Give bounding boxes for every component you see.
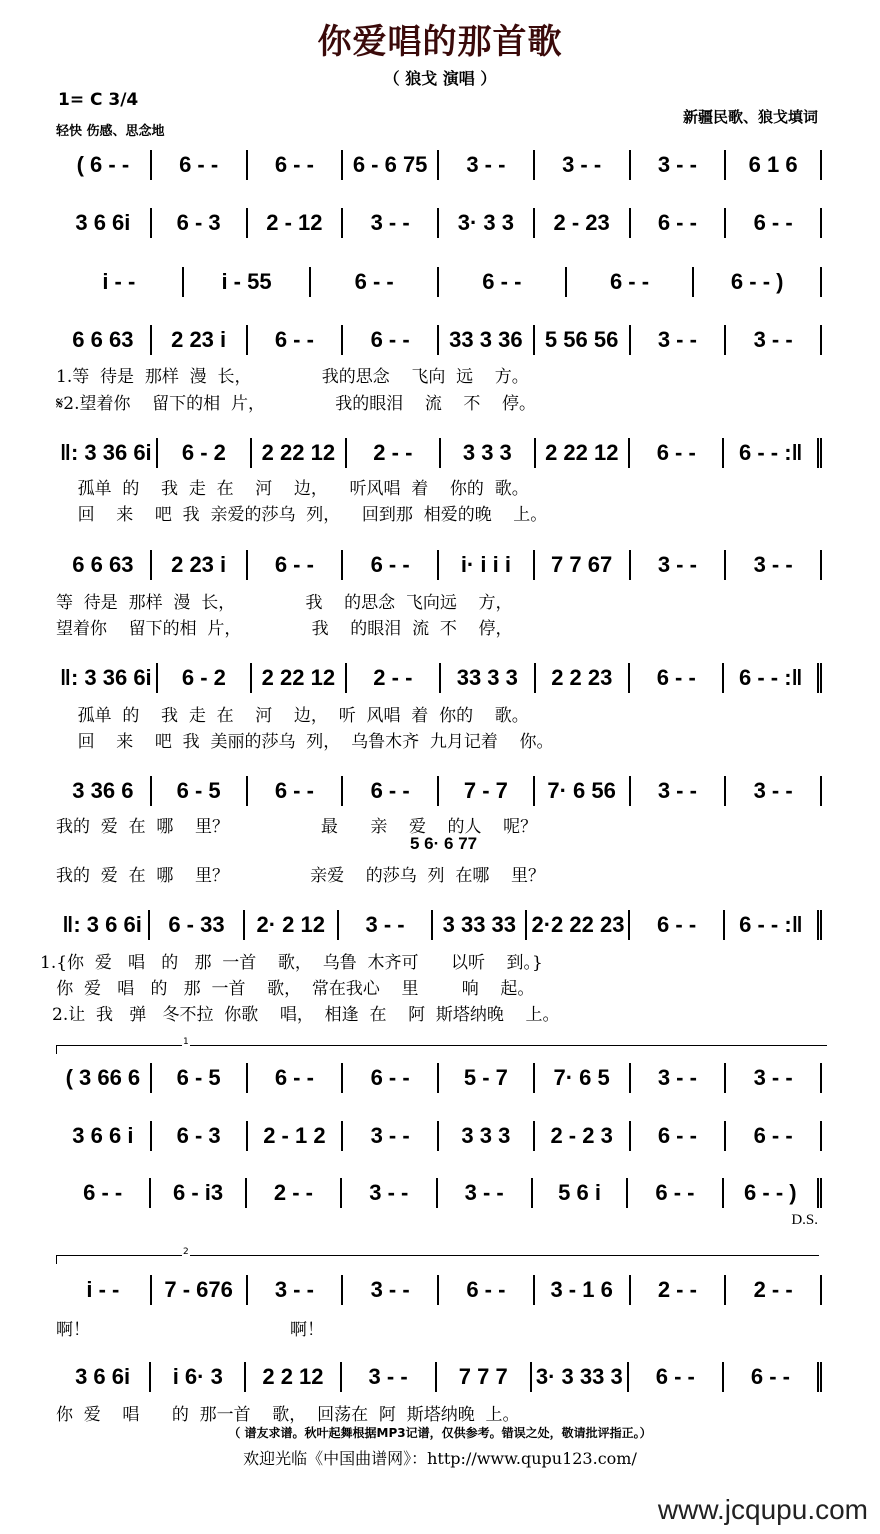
measure: 3 - - xyxy=(339,910,433,940)
volta-bracket-1 xyxy=(56,1037,827,1054)
measure: 3 - - xyxy=(631,150,727,180)
score-row xyxy=(56,267,822,297)
score-row xyxy=(56,663,822,693)
measure: 2 22 12 xyxy=(536,438,630,468)
measure: 3 33 33 xyxy=(433,910,527,940)
lyric-line: 我的 爱 在 哪 里？ 亲爱 的莎乌 列 在哪 里？ xyxy=(56,866,545,886)
measure: 7· 6 56 xyxy=(535,776,631,806)
measure: i - 55 xyxy=(184,267,312,297)
measure: 7· 6 5 xyxy=(535,1063,631,1093)
measure: 2 23 i xyxy=(152,325,248,355)
measure: 2 2 12 xyxy=(246,1362,341,1392)
measure: ‖: 3 36 6i xyxy=(56,663,158,693)
measure: 3 6 6 i xyxy=(56,1121,152,1151)
measure: 6 - - ) xyxy=(724,1178,822,1208)
score-row xyxy=(56,550,822,580)
measure: 2 - 12 xyxy=(248,208,344,238)
measure: 6 - - xyxy=(248,1063,344,1093)
measure: 3 - - xyxy=(726,776,822,806)
score-row xyxy=(56,1121,822,1151)
measure: 6 - - xyxy=(248,776,344,806)
measure: 6 - - xyxy=(152,150,248,180)
measure: 6 - 33 xyxy=(150,910,244,940)
measure: 6 - - :‖ xyxy=(724,663,821,693)
measure: 3 6 6i xyxy=(56,208,152,238)
transcription-note: （ 谱友求谱。秋叶起舞根据MP3记谱，仅供参考。错误之处，敬请批评指正。） xyxy=(228,1426,652,1440)
measure: 3 - - xyxy=(726,1063,822,1093)
volta-number: 2 xyxy=(183,1247,189,1257)
score-row xyxy=(56,1275,822,1305)
measure: 6 - - xyxy=(343,325,439,355)
measure: 6 - - xyxy=(343,1063,439,1093)
measure: 6 - i3 xyxy=(151,1178,246,1208)
measure: 6 - - xyxy=(343,550,439,580)
measure: 33 3 3 xyxy=(441,663,535,693)
measure: 6 - - xyxy=(629,1362,724,1392)
measure: 6 - - xyxy=(567,267,695,297)
measure: i· i i i xyxy=(439,550,535,580)
measure: 2 22 12 xyxy=(252,438,346,468)
measure: 3 - - xyxy=(535,150,631,180)
score-row xyxy=(56,325,822,355)
measure: 6 - - xyxy=(630,910,724,940)
lyric-line: 你 爱 唱 的 那一首 歌， 回荡在 阿 斯塔纳晚 上。 xyxy=(56,1405,520,1425)
measure: 6 - - xyxy=(631,208,727,238)
measure: 2·2 22 23 xyxy=(527,910,630,940)
measure: 6 - - :‖ xyxy=(724,438,821,468)
lyric-line: 你 爱 唱 的 那 一首 歌， 常在我心 里 响 起。 xyxy=(40,979,535,999)
watermark: www.jcqupu.com xyxy=(657,1494,868,1525)
measure: 3 - - xyxy=(631,325,727,355)
measure: i 6· 3 xyxy=(151,1362,246,1392)
measure: 3· 3 3 xyxy=(439,208,535,238)
lyric-line: 2.让 我 弹 冬不拉 你歌 唱， 相逢 在 阿 斯塔纳晚 上。 xyxy=(52,1005,560,1025)
lyric-line: 𝄋2.望着你 留下的相 片， 我的眼泪 流 不 停。 xyxy=(56,394,537,414)
measure: 3 - - xyxy=(631,1063,727,1093)
measure: 6 - 5 xyxy=(152,1063,248,1093)
measure: 6 6 63 xyxy=(56,325,152,355)
measure: 3 - 1 6 xyxy=(535,1275,631,1305)
measure: 6 - - :‖ xyxy=(725,910,822,940)
score-row xyxy=(56,910,822,940)
measure: 6 - - xyxy=(248,150,344,180)
measure: 5 56 56 xyxy=(535,325,631,355)
measure: 3 - - xyxy=(343,1275,439,1305)
measure: 2 - - xyxy=(726,1275,822,1305)
measure: 6 - - xyxy=(248,550,344,580)
measure: 2 - - xyxy=(247,1178,342,1208)
measure: i - - xyxy=(56,267,184,297)
measure: ( 6 - - xyxy=(56,150,152,180)
lyric-line: 啊！ 啊！ xyxy=(56,1320,324,1340)
lyric-line: 等 待是 那样 漫 长， 我 的思念 飞向远 方， xyxy=(56,593,513,613)
measure: 3 36 6 xyxy=(56,776,152,806)
measure: 3· 3 33 3 xyxy=(532,1362,629,1392)
measure: 2 23 i xyxy=(152,550,248,580)
lyric-line: 1.{你 爱 唱 的 那 一首 歌， 乌鲁 木齐可 以听 到。} xyxy=(40,953,543,973)
measure: 7 7 67 xyxy=(535,550,631,580)
measure: 2 - 1 2 xyxy=(248,1121,344,1151)
measure: 2 2 23 xyxy=(536,663,630,693)
measure: ( 3 66 6 xyxy=(56,1063,152,1093)
measure: 2 22 12 xyxy=(252,663,346,693)
measure: 7 - 676 xyxy=(152,1275,248,1305)
measure: 3 - - xyxy=(343,1121,439,1151)
measure: 6 - - xyxy=(630,438,724,468)
measure: 6 - - xyxy=(439,267,567,297)
measure: 6 - - xyxy=(343,776,439,806)
measure: 6 - 3 xyxy=(152,208,248,238)
measure: ‖: 3 36 6i xyxy=(56,438,158,468)
site-link[interactable]: 欢迎光临《中国曲谱网》：http://www.qupu123.com/ xyxy=(243,1449,637,1468)
measure: 3 - - xyxy=(726,325,822,355)
measure: 3 - - xyxy=(631,776,727,806)
measure: 3 3 3 xyxy=(441,438,535,468)
dal-segno-marking: D.S. xyxy=(791,1212,818,1228)
key-signature: 1= C 3/4 xyxy=(58,90,139,110)
lyric-line: 望着你 留下的相 片， 我 的眼泪 流 不 停， xyxy=(56,619,513,639)
measure: 6 - - xyxy=(726,208,822,238)
measure: 6 - - xyxy=(56,1178,151,1208)
measure: 6 - - xyxy=(311,267,439,297)
credit-label: 新疆民歌、狼戈填词 xyxy=(682,108,818,126)
measure: 3 - - xyxy=(342,1362,437,1392)
singer-label: （ 狼戈 演唱 ） xyxy=(383,69,497,88)
lyric-line: 1.等 待是 那样 漫 长， 我的思念 飞向 远 方。 xyxy=(56,367,529,387)
measure: 6 - 5 xyxy=(152,776,248,806)
lyric-line: 孤单 的 我 走 在 河 边， 听风唱 着 你的 歌。 xyxy=(56,479,529,499)
measure: 6 - 6 75 xyxy=(343,150,439,180)
measure: 5 6 i xyxy=(533,1178,628,1208)
score-row xyxy=(56,1362,822,1392)
measure: i - - xyxy=(56,1275,152,1305)
score-row xyxy=(56,1063,822,1093)
measure: 5 - 7 xyxy=(439,1063,535,1093)
measure: 3 - - xyxy=(631,550,727,580)
measure: 6 6 63 xyxy=(56,550,152,580)
measure: 2 - - xyxy=(631,1275,727,1305)
score-row xyxy=(56,208,822,238)
measure: 7 7 7 xyxy=(437,1362,532,1392)
measure: 2 - 2 3 xyxy=(535,1121,631,1151)
measure: 3 - - xyxy=(343,208,439,238)
measure: 6 - 3 xyxy=(152,1121,248,1151)
score-row xyxy=(56,1178,822,1208)
lyric-line: 我的 爱 在 哪 里？ 最 亲 爱 的人 呢？ xyxy=(56,817,538,837)
measure: 6 - 2 xyxy=(158,438,252,468)
lyric-line: 孤单 的 我 走 在 河 边， 听 风唱 着 你的 歌。 xyxy=(56,706,529,726)
measure: 6 - - xyxy=(631,1121,727,1151)
measure: 7 - 7 xyxy=(439,776,535,806)
lyric-line: 回 来 吧 我 亲爱的莎乌 列， 回到那 相爱的晚 上。 xyxy=(56,505,548,525)
measure: 2 - - xyxy=(347,663,441,693)
measure: 3 - - xyxy=(248,1275,344,1305)
measure: 3 - - xyxy=(342,1178,437,1208)
lyric-line: 回 来 吧 我 美丽的莎乌 列， 乌鲁木齐 九月记着 你。 xyxy=(56,732,554,752)
measure: 2 - 23 xyxy=(535,208,631,238)
score-row xyxy=(56,438,822,468)
tempo-marking: 轻快 伤感、思念地 xyxy=(56,124,165,139)
measure: 2 - - xyxy=(347,438,441,468)
song-title: 你爱唱的那首歌 xyxy=(317,22,563,62)
measure: 3 - - xyxy=(726,550,822,580)
measure: 3 - - xyxy=(439,150,535,180)
measure: 6 - - xyxy=(630,663,724,693)
alternate-notes: 5 6· 6 77 xyxy=(410,834,478,853)
measure: 6 - - xyxy=(248,325,344,355)
measure: 3 6 6i xyxy=(56,1362,151,1392)
measure: 3 - - xyxy=(438,1178,533,1208)
measure: 3 3 3 xyxy=(439,1121,535,1151)
measure: 6 1 6 xyxy=(726,150,822,180)
measure: 6 - 2 xyxy=(158,663,252,693)
measure: 6 - - xyxy=(724,1362,822,1392)
volta-number: 1 xyxy=(183,1037,189,1047)
measure: 2· 2 12 xyxy=(245,910,339,940)
volta-bracket-2 xyxy=(56,1247,819,1264)
measure: 6 - - ) xyxy=(694,267,822,297)
measure: 6 - - xyxy=(439,1275,535,1305)
measure: ‖: 3 6 6i xyxy=(56,910,150,940)
measure: 6 - - xyxy=(726,1121,822,1151)
score-row xyxy=(56,150,822,180)
measure: 6 - - xyxy=(628,1178,723,1208)
measure: 33 3 36 xyxy=(439,325,535,355)
score-row xyxy=(56,776,822,806)
